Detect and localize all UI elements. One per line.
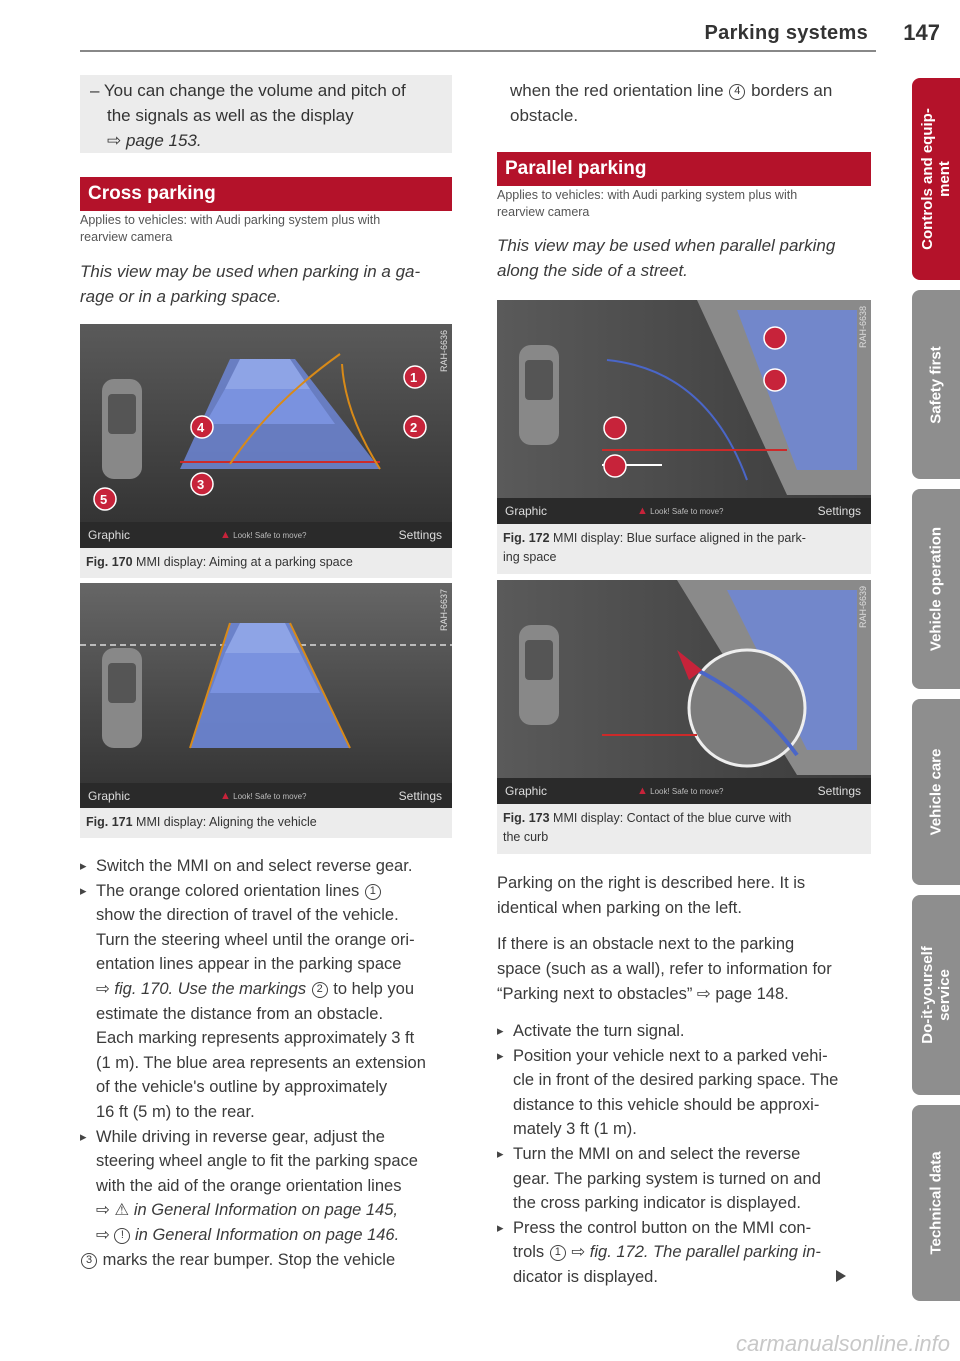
caption-label: Fig. 171 [86, 815, 133, 829]
tab-vehicle-operation[interactable] [912, 489, 960, 689]
step-text: 16 ft (5 m) to the rear. [96, 1102, 255, 1121]
list-item [80, 928, 460, 953]
tab-label: Do-it-yourself service [919, 946, 953, 1044]
page-link[interactable]: in General Information on page 146. [135, 1225, 400, 1244]
section-title-parallel-parking: Parallel parking [497, 152, 871, 186]
caption-label: Fig. 170 [86, 555, 133, 569]
caution-icon: ! [114, 1228, 130, 1244]
figure-170-caption [80, 548, 452, 578]
text-fragment: when the red orientation line [510, 81, 724, 100]
figure-link[interactable]: ⇨ fig. 172. The parallel parking in- [571, 1243, 821, 1262]
header-rule [80, 50, 876, 52]
section-intro: This view may be used when parking in a ga- [80, 262, 421, 281]
cross-parking-steps [80, 854, 460, 1272]
step-text: to help you [333, 979, 415, 998]
section-intro: rage or in a parking space. [80, 287, 282, 306]
mmi-display-illustration [80, 583, 452, 808]
step-text: gear. The parking system is turned on and [513, 1169, 821, 1188]
step-text: distance to this vehicle should be approxi- [513, 1095, 820, 1114]
step-text: Turn the steering wheel until the orange ori- [96, 930, 415, 949]
mmi-settings-label: Settings [817, 784, 861, 798]
mmi-graphic-label: Graphic [88, 528, 131, 542]
caption-label: Fig. 172 [503, 531, 550, 545]
list-item [80, 1198, 460, 1223]
tab-label: Vehicle care [927, 748, 945, 836]
running-header-title: Parking systems [704, 22, 868, 44]
step-text: the cross parking indicator is displayed. [513, 1194, 801, 1213]
list-item [80, 1075, 460, 1100]
warning-text: Look! Safe to move? [650, 787, 724, 796]
list-item [64, 1248, 460, 1273]
list-item [497, 1068, 877, 1093]
section-intro: This view may be used when parallel parking [497, 236, 836, 255]
list-item [80, 1125, 460, 1150]
applies-to: rearview camera [497, 205, 590, 219]
arrow-icon: ⇨ [96, 1201, 110, 1220]
mmi-warning-label [220, 529, 307, 541]
caption-label: Fig. 173 [503, 811, 550, 825]
text-fragment: borders an [751, 81, 833, 100]
paragraph: identical when parking on the left. [497, 899, 742, 917]
callout-number: 3 [81, 1253, 97, 1269]
marker-5: 5 [100, 492, 108, 507]
tab-vehicle-care[interactable] [912, 699, 960, 885]
figure-172-image [497, 300, 871, 524]
list-item [80, 977, 460, 1002]
step-text: While driving in reverse gear, adjust the [96, 1127, 385, 1146]
callout-number: 4 [729, 84, 745, 100]
marker-3: 3 [197, 477, 205, 492]
warning-text: Look! Safe to move? [233, 531, 307, 540]
paragraph: If there is an obstacle next to the parking [497, 935, 795, 953]
warning-text: Look! Safe to move? [233, 792, 307, 801]
caption-text: MMI display: Contact of the blue curve with [553, 811, 792, 825]
figure-code: RAH-6636 [439, 330, 449, 373]
list-item [497, 1216, 877, 1241]
warning-icon: ▲ [637, 505, 648, 517]
continued-text [510, 78, 832, 103]
applies-to: Applies to vehicles: with Audi parking system plus with [80, 213, 381, 227]
watermark: carmanualsonline.info [735, 1331, 950, 1356]
list-item [497, 1265, 877, 1290]
applies-to: Applies to vehicles: with Audi parking system plus with [497, 188, 798, 202]
mmi-warning-label [637, 505, 724, 517]
callout-number: 2 [312, 982, 328, 998]
section-intro: along the side of a street. [497, 261, 688, 280]
mmi-display-illustration [80, 324, 452, 548]
tab-label: Controls and equip- ment [919, 108, 953, 250]
mmi-settings-label: Settings [398, 528, 442, 542]
tab-label: Safety first [927, 345, 945, 424]
list-item [497, 1167, 877, 1192]
mmi-display-illustration [497, 300, 871, 524]
warning-triangle-icon: ⚠ [114, 1201, 130, 1220]
tab-do-it-yourself-service[interactable] [912, 895, 960, 1095]
list-item [80, 1149, 460, 1174]
tab-label: Technical data [927, 1151, 945, 1255]
step-text: dicator is displayed. [513, 1267, 658, 1286]
list-item [497, 1191, 877, 1216]
list-item [497, 1142, 877, 1167]
figure-172-caption [497, 524, 871, 574]
tab-controls-and-equipment[interactable] [912, 78, 960, 280]
list-item [80, 879, 460, 904]
list-item [80, 903, 460, 928]
list-item [497, 1044, 877, 1069]
list-item [497, 1019, 877, 1044]
step-text: Position your vehicle next to a parked vehi- [513, 1046, 828, 1065]
continued-arrow-icon [836, 1270, 846, 1282]
step-text: Switch the MMI on and select reverse gear. [96, 857, 413, 875]
marker-2: 2 [410, 420, 418, 435]
list-item [80, 952, 460, 977]
figure-code: RAH-6639 [858, 586, 868, 629]
paragraph: “Parking next to obstacles” ⇨ page 148. [497, 985, 789, 1003]
figure-173-caption [497, 804, 871, 854]
callout-number: 1 [550, 1245, 566, 1261]
caption-text: MMI display: Aligning the vehicle [136, 815, 317, 829]
figure-173-image [497, 580, 871, 804]
step-text: cle in front of the desired parking space. The [513, 1071, 839, 1090]
list-item [80, 1100, 460, 1125]
mmi-display-illustration [497, 580, 871, 804]
list-item [497, 1240, 877, 1265]
warning-icon: ▲ [220, 790, 231, 802]
caption-text: MMI display: Aiming at a parking space [136, 555, 353, 569]
tab-technical-data[interactable] [912, 1105, 960, 1301]
page-link[interactable]: in General Information on page 145, [133, 1201, 398, 1220]
note-line: – You can change the volume and pitch of [90, 81, 406, 100]
step-text: show the direction of travel of the vehicle. [96, 906, 399, 925]
callout-number: 1 [365, 884, 381, 900]
mmi-warning-label [637, 785, 724, 797]
mmi-graphic-label: Graphic [88, 789, 131, 803]
figure-170-image [80, 324, 452, 548]
mmi-graphic-label: Graphic [505, 504, 548, 518]
parallel-parking-steps [497, 1019, 877, 1290]
paragraph: space (such as a wall), refer to information for [497, 960, 832, 978]
list-item [80, 1026, 460, 1051]
step-text: Turn the MMI on and select the reverse [513, 1144, 801, 1163]
step-text: with the aid of the orange orientation lines [96, 1176, 402, 1195]
figure-code: RAH-6638 [858, 306, 868, 349]
step-text: mately 3 ft (1 m). [513, 1120, 637, 1139]
step-text: estimate the distance from an obstacle. [96, 1004, 384, 1023]
tab-label: Vehicle operation [927, 526, 945, 652]
list-item [497, 1093, 877, 1118]
step-text: Each marking represents approximately 3 ft [96, 1029, 415, 1048]
note-line: the signals as well as the display [107, 106, 354, 125]
tab-safety-first[interactable] [912, 290, 960, 479]
list-item [80, 854, 460, 879]
step-text: (1 m). The blue area represents an extension [96, 1053, 426, 1072]
list-item [80, 1051, 460, 1076]
mmi-settings-label: Settings [817, 504, 861, 518]
page-link[interactable]: ⇨ page 153. [107, 131, 202, 150]
step-text: marks the rear bumper. Stop the vehicle [102, 1250, 396, 1269]
step-text: Press the control button on the MMI con- [513, 1218, 812, 1237]
arrow-icon: ⇨ [96, 1225, 110, 1244]
figure-code: RAH-6637 [439, 589, 449, 632]
step-text: Activate the turn signal. [513, 1022, 685, 1040]
figure-171-caption [80, 808, 452, 838]
figure-171-image [80, 583, 452, 808]
step-text: The orange colored orientation lines [96, 881, 360, 900]
mmi-settings-label: Settings [398, 789, 442, 803]
marker-1: 1 [410, 370, 418, 385]
step-text: trols [513, 1243, 545, 1262]
mmi-graphic-label: Graphic [505, 784, 548, 798]
step-text: of the vehicle's outline by approximately [96, 1078, 388, 1097]
marker-4: 4 [197, 420, 205, 435]
step-text: steering wheel angle to fit the parking space [96, 1152, 418, 1171]
warning-icon: ▲ [637, 785, 648, 797]
section-title-cross-parking: Cross parking [80, 177, 452, 211]
caption-text: ing space [503, 550, 557, 564]
paragraph: Parking on the right is described here. It is [497, 874, 806, 892]
mmi-warning-label [220, 790, 307, 802]
list-item [497, 1117, 877, 1142]
list-item [80, 1174, 460, 1199]
warning-text: Look! Safe to move? [650, 507, 724, 516]
caption-text: the curb [503, 830, 549, 844]
list-item [80, 1002, 460, 1027]
continued-text: obstacle. [510, 106, 579, 125]
page-number: 147 [903, 20, 940, 45]
warning-icon: ▲ [220, 529, 231, 541]
step-text: entation lines appear in the parking space [96, 955, 402, 974]
list-item [80, 1223, 460, 1248]
applies-to: rearview camera [80, 230, 173, 244]
caption-text: MMI display: Blue surface aligned in the park- [553, 531, 806, 545]
figure-link[interactable]: ⇨ fig. 170. Use the markings [96, 979, 307, 998]
